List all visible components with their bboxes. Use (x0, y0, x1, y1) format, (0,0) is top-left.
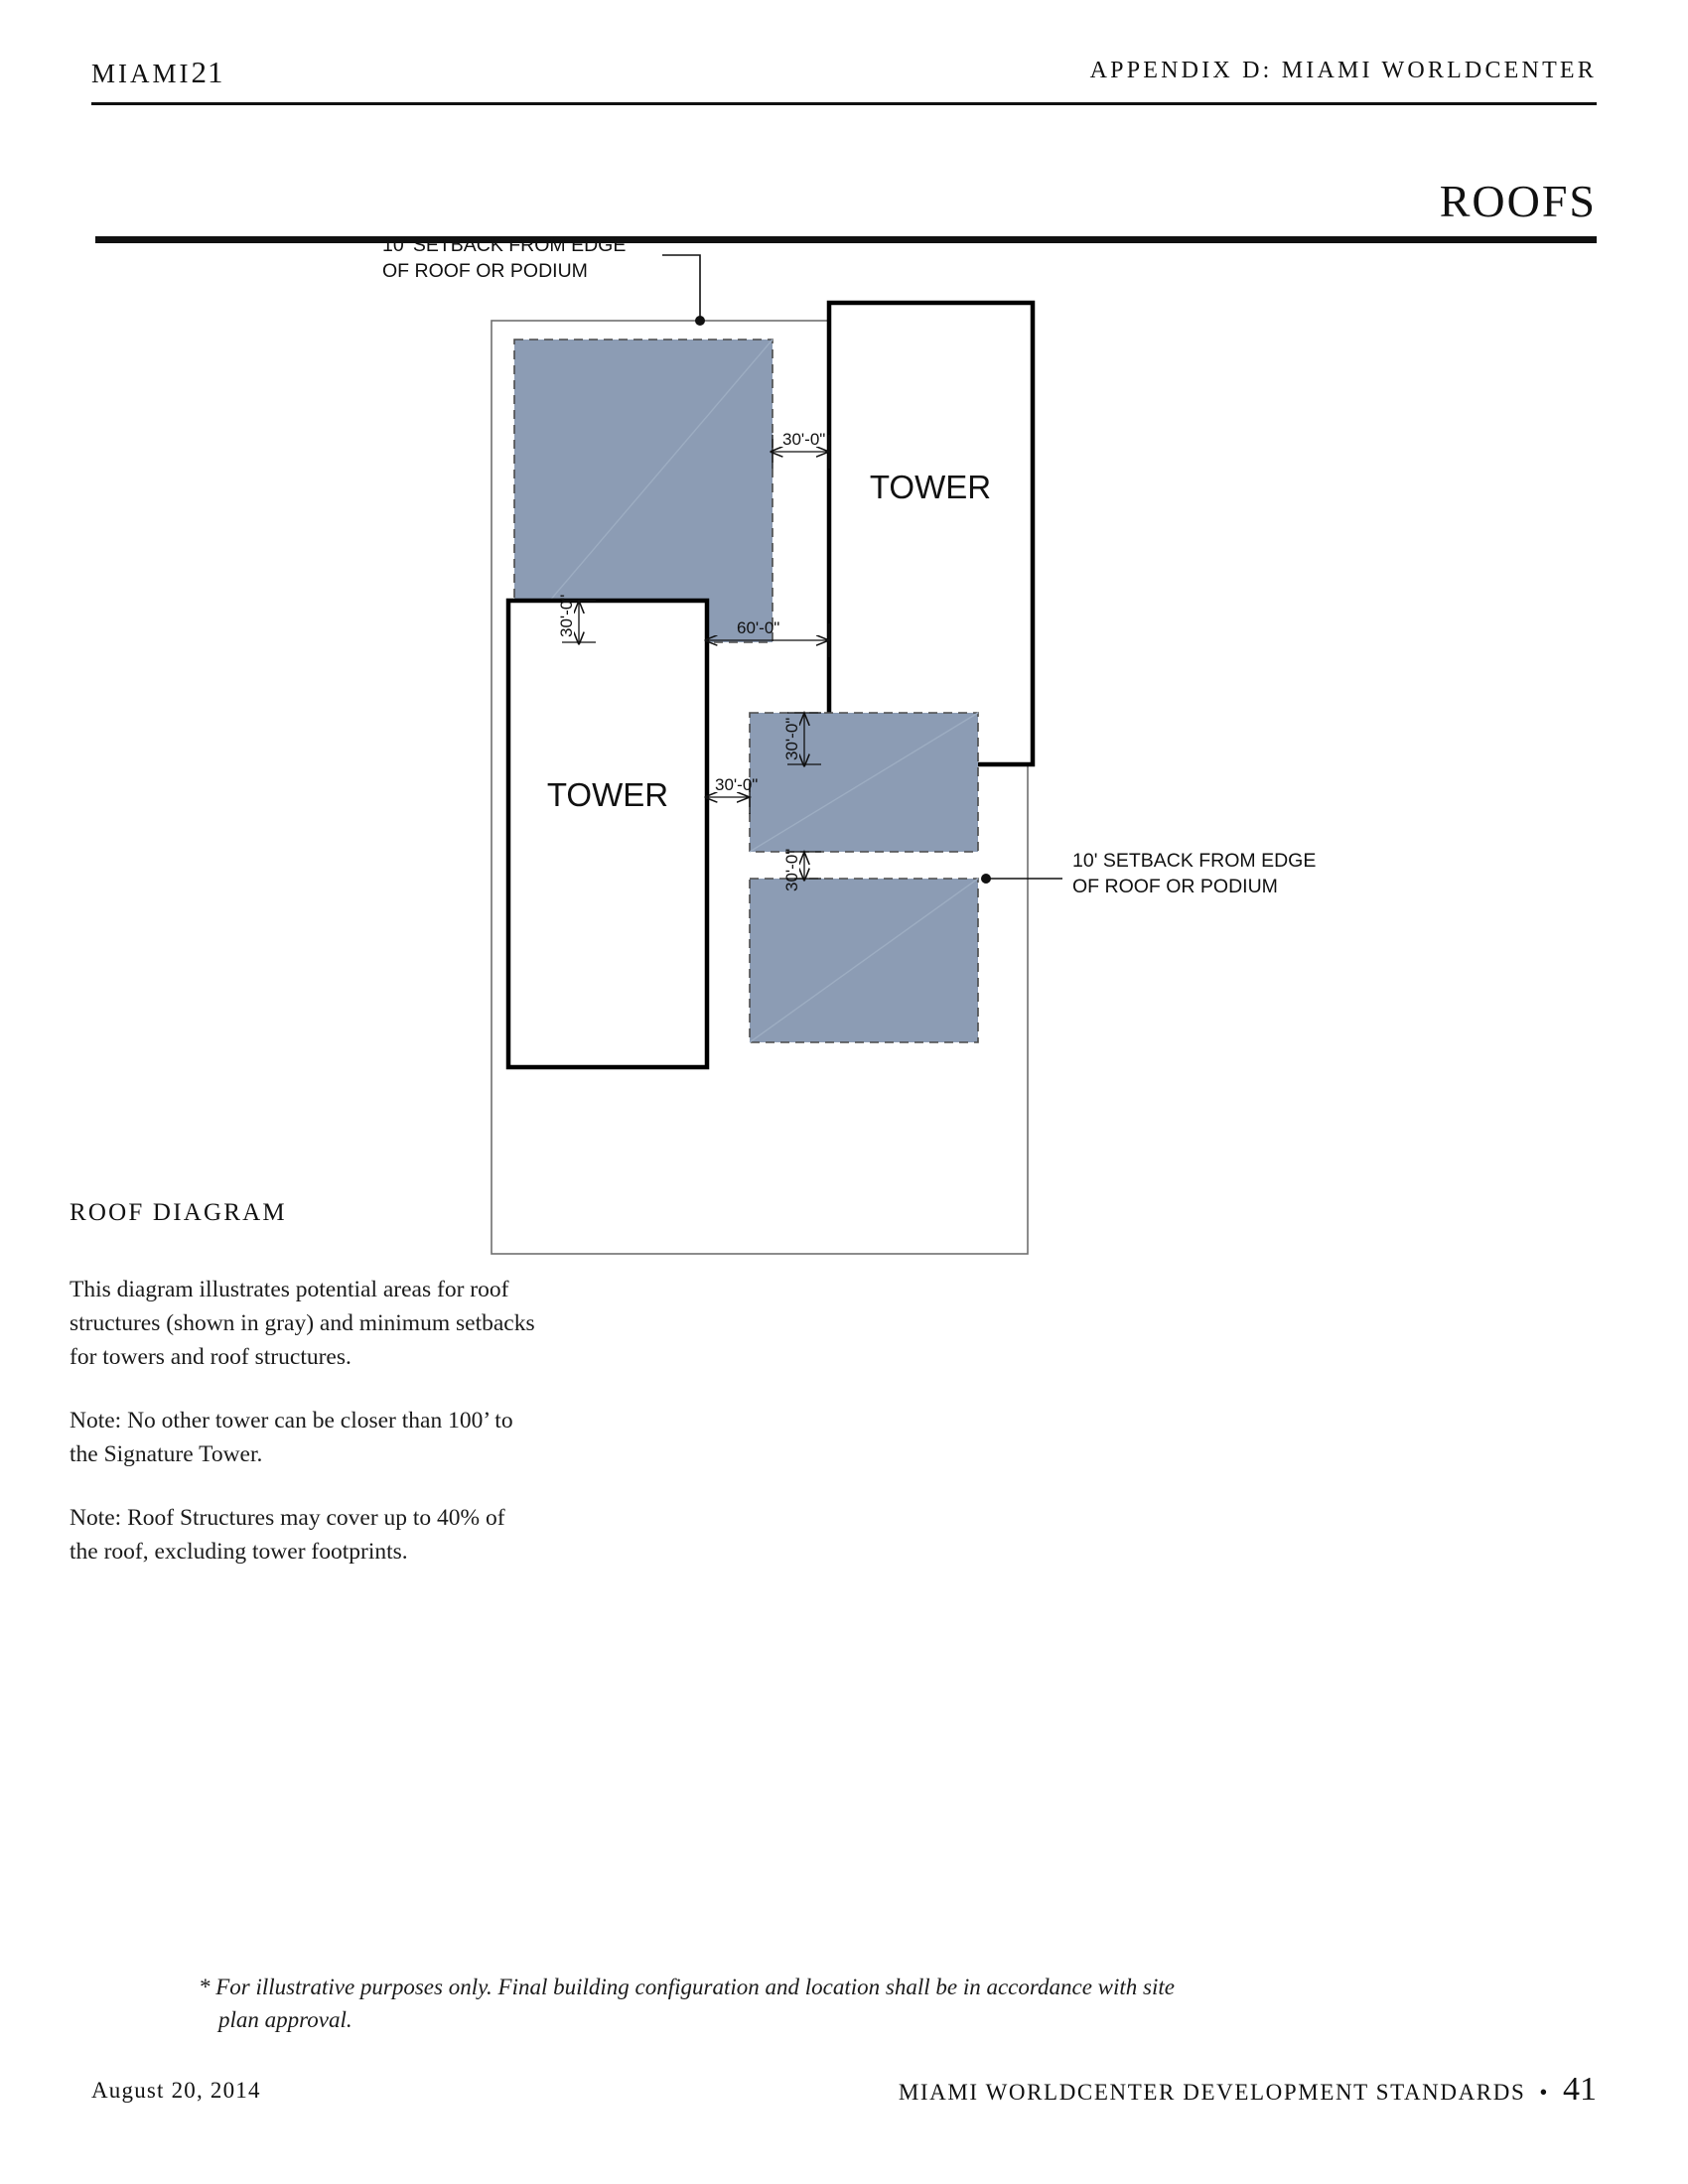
header-rule (91, 102, 1597, 105)
header-brand-name: MIAMI (91, 59, 192, 88)
roof-structure-lower-right (750, 879, 978, 1042)
callout-top (382, 234, 705, 326)
header-brand-number: 21 (191, 55, 224, 89)
dimension-upper-gray-below-label: 30'-0" (557, 594, 576, 637)
tower-lower (508, 601, 707, 1067)
dimension-lower-tower-right (707, 775, 758, 814)
callout-right-line1: 10' SETBACK FROM EDGE (1072, 850, 1317, 872)
footer-separator: • (1539, 2080, 1549, 2105)
tower-lower-label: TOWER (546, 776, 669, 813)
footnote (199, 1971, 1370, 2036)
section-paragraph-2: Note: No other tower can be closer than 100’ to the Signature Tower. (70, 1408, 513, 1467)
roof-diagram (382, 234, 1628, 1400)
tower-upper (829, 303, 1033, 764)
header-appendix-title: APPENDIX D: MIAMI WORLDCENTER (1089, 58, 1597, 83)
tower-upper-label: TOWER (869, 469, 992, 505)
callout-top-line1: 10' SETBACK FROM EDGE (382, 234, 627, 256)
dimension-top-tower-left (773, 430, 829, 469)
section-heading: ROOF DIAGRAM (70, 1199, 287, 1226)
footer-page-number: 41 (1563, 2071, 1597, 2108)
footer-right (899, 2071, 1597, 2109)
section-paragraph-3: Note: Roof Structures may cover up to 40% of the roof, excluding tower footprints. (70, 1505, 505, 1565)
title-rule (95, 236, 1597, 243)
callout-right-line2: OF ROOF OR PODIUM (1072, 876, 1278, 897)
footnote-line-2: plan approval. (218, 2007, 352, 2032)
footer-doc-title: MIAMI WORLDCENTER DEVELOPMENT STANDARDS (898, 2080, 1526, 2105)
callout-right (981, 850, 1316, 897)
callout-top-line2: OF ROOF OR PODIUM (382, 260, 588, 282)
dimension-top-tower-left-label: 30'-0" (782, 430, 826, 449)
section-paragraph-1: This diagram illustrates potential areas for roof structures (shown in gray) and minimum setbacks for towers and roof structures. (70, 1277, 535, 1370)
header-brand (91, 55, 224, 90)
footnote-line-1: * For illustrative purposes only. Final building configuration and location shall be in accordance with site (199, 1975, 1175, 1999)
section-body (70, 1273, 536, 1598)
dimension-right-lower-label: 30'-0" (782, 848, 801, 891)
page-title: ROOFS (1439, 176, 1597, 226)
dimension-lower-tower-right-label: 30'-0" (715, 775, 759, 794)
dimension-between-towers-label: 60'-0" (737, 618, 780, 637)
dimension-right-upper-label: 30'-0" (782, 717, 801, 760)
footer-date: August 20, 2014 (91, 2078, 261, 2103)
roof-structure-upper-left (514, 340, 773, 642)
